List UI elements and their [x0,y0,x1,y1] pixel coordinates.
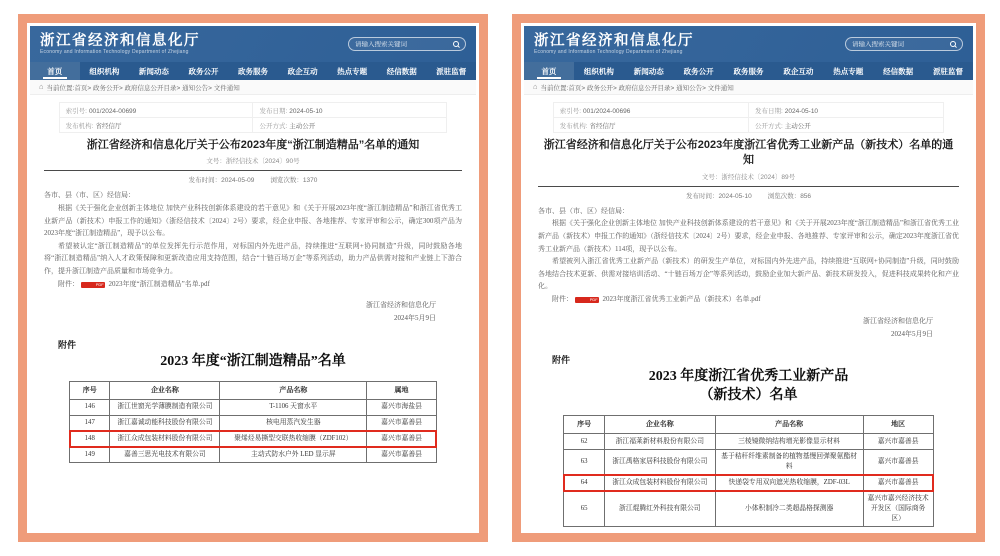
cell-no: 65 [564,491,605,527]
search-input[interactable] [852,41,946,48]
nav-item-supervision[interactable]: 派驻监督 [933,66,964,76]
col-header-no: 序号 [70,381,110,399]
cell-no: 149 [70,447,110,463]
cell-no: 146 [70,399,110,415]
table-row [564,491,933,527]
signature-block [70,299,436,326]
webpage-left [30,26,476,530]
cell-company: 浙江焜腾红外科技有限公司 [604,491,715,527]
site-header [524,26,973,62]
search-box[interactable] [845,37,963,51]
doc-stats [44,171,462,189]
annex-table [563,415,933,527]
annex-title: 2023 年度“浙江制造精品”名单 [160,353,346,369]
cell-company: 浙江福莱新材料股份有限公司 [604,434,715,450]
doc-meta-table [59,102,448,133]
search-icon[interactable] [453,41,459,47]
nav-item-news[interactable]: 新闻动态 [633,66,664,76]
annex-table-wrap [69,381,437,464]
cell-region: 嘉兴市嘉善县 [367,431,437,447]
breadcrumb-text: 当前位置:首页> 政务公开> 政府信息公开目录> 通知公告> 文件通知 [540,84,734,92]
nav-item-data[interactable]: 经信数据 [883,66,914,76]
home-icon: ⌂ [533,82,538,92]
attachment-link[interactable]: 2023年度“浙江制造精品”名单.pdf [108,279,210,288]
cell-product: 主动式防水户外 LED 显示屏 [220,447,367,463]
attachment-line [44,278,462,291]
doc-number: 文号：浙经信技术〔2024〕89号 [701,173,796,181]
doc-title: 浙江省经济和信息化厅关于公布2023年度“浙江制造精品”名单的通知 [86,139,420,151]
attachment-line [538,293,959,306]
table-row [70,447,437,463]
meta-org: 发布机构: 省经信厅 [59,118,253,133]
view-count: 浏览次数：1370 [270,177,318,185]
annex-table [69,381,437,464]
signature-date: 2024年5月9日 [394,314,436,323]
paragraph-2: 希望被认定“浙江制造精品”的单位发挥先行示范作用，对标国内外先进产品，持续推进“互联网+协同制造”升级，同时鼓励各地将“浙江制造精品”纳入人才政策保障和更新改造应用支持范围，结合“十链百场万企”等系列活动，助力产品供需对接和产业链上下游合作，提升浙江制造产品质量和市场竞争力。 [44,241,462,275]
meta-mode: 公开方式: 主动公开 [748,118,943,133]
cell-region: 嘉兴市嘉善县 [863,449,933,475]
table-row-highlighted [564,475,933,491]
cell-product: 基于秸秆纤维素制备的植物基慢回弹聚氨酯材料 [715,449,863,475]
cell-no: 62 [564,434,605,450]
browser-capture-right [512,14,985,542]
browser-capture-left [18,14,488,542]
salutation: 各市、县（市、区）经信局： [538,206,629,215]
col-header-region: 属地 [367,381,437,399]
pdf-icon: PDF [575,297,599,303]
col-header-no: 序号 [564,415,605,433]
main-nav [524,62,973,80]
col-header-product: 产品名称 [715,415,863,433]
cell-product: 核电用蒸汽发生器 [220,415,367,431]
site-subtitle: Economy and Information Technology Department of Zhejiang [534,49,683,56]
nav-item-gov-open[interactable]: 政务公开 [188,66,219,76]
attachment-label: 附件： [552,294,573,303]
nav-item-home[interactable]: 首页 [30,62,80,80]
annex-table-wrap [563,415,933,527]
search-icon[interactable] [950,41,956,47]
search-box[interactable] [348,37,466,51]
search-input[interactable] [355,41,449,48]
doc-title: 浙江省经济和信息化厅关于公布2023年度浙江省优秀工业新产品（新技术）名单的通知 [543,139,954,167]
paragraph-2: 希望被列入浙江省优秀工业新产品（新技术）的研发生产单位，对标国内外先进产品，持续推进“互联网+协同制造”升级，同时鼓励各地结合技术更新、供需对接培训活动、“十链百场万企”等系列活动，鼓励企业加大新产品、新技术研发投入，促进科技成果转化和产业化。 [538,257,959,291]
attachment-link[interactable]: 2023年度浙江省优秀工业新产品（新技术）名单.pdf [602,294,761,303]
site-logo [534,33,694,56]
cell-product: 三棱镜微纳结构增光影像显示材料 [715,434,863,450]
cell-region: 嘉兴市嘉善县 [863,434,933,450]
breadcrumb[interactable] [30,80,476,95]
table-row [70,399,437,415]
cell-product: 聚烯烃易撕型交联热收缩膜（ZDF102） [220,431,367,447]
signature-org: 浙江省经济和信息化厅 [366,301,436,310]
pdf-icon: PDF [81,282,105,288]
site-title: 浙江省经济和信息化厅 [40,32,200,49]
cell-region: 嘉兴市嘉善县 [863,475,933,491]
doc-meta-table [553,102,945,133]
cell-product: 快递袋专用双向遮光热收缩膜，ZDF-03L [715,475,863,491]
nav-item-data[interactable]: 经信数据 [386,66,417,76]
table-header-row [70,381,437,399]
webpage-right [524,26,973,530]
nav-item-org[interactable]: 组织机构 [89,66,120,76]
site-subtitle: Economy and Information Technology Department of Zhejiang [40,49,189,56]
col-header-product: 产品名称 [220,381,367,399]
table-row [564,449,933,475]
cell-company: 浙江众成包装材料股份有限公司 [110,431,220,447]
home-icon: ⌂ [39,82,44,92]
nav-item-topics[interactable]: 热点专题 [337,66,368,76]
col-header-company: 企业名称 [110,381,220,399]
signature-org: 浙江省经济和信息化厅 [863,316,933,325]
annex-title: 2023 年度浙江省优秀工业新产品 （新技术）名单 [648,369,849,404]
paragraph-1: 根据《关于强化企业创新主体地位 加快产业科技创新体系建设的若干意见》和《关于开展2023年度“浙江制造精品”和浙江省优秀工业新产品（新技术）申报工作的通知》（浙经信技术〔2024〕2号）要求，经企业申报、各地推荐、专家评审和公示，确定300项产品为2023年度“浙江制造精品”，现予以公布。 [44,203,462,238]
nav-item-org[interactable]: 组织机构 [583,66,614,76]
salutation: 各市、县（市、区）经信局： [44,191,135,200]
table-row [70,415,437,431]
meta-mode: 公开方式: 主动公开 [253,118,447,133]
meta-index: 索引号: 001/2024-00696 [553,103,748,118]
publish-time: 发布时间：2024-05-10 [685,192,752,200]
site-logo [40,33,200,56]
doc-body [538,205,959,306]
doc-stats [538,187,959,205]
signature-date: 2024年5月9日 [891,329,933,338]
nav-item-interaction[interactable]: 政企互动 [783,66,814,76]
nav-item-gov-open[interactable]: 政务公开 [683,66,714,76]
nav-item-home[interactable]: 首页 [524,62,574,80]
article-content [30,95,476,530]
doc-body [44,189,462,290]
meta-date: 发布日期: 2024-05-10 [748,103,943,118]
col-header-region: 地区 [863,415,933,433]
doc-number: 文号：浙经信技术〔2024〕90号 [206,158,300,166]
cell-company: 浙江世窗光学薄膜制造有限公司 [110,399,220,415]
cell-no: 64 [564,475,605,491]
cell-company: 嘉善三思光电技术有限公司 [110,447,220,463]
cell-no: 63 [564,449,605,475]
cell-region: 嘉兴市海盐县 [367,399,437,415]
col-header-company: 企业名称 [604,415,715,433]
nav-item-news[interactable]: 新闻动态 [138,66,169,76]
nav-item-gov-service[interactable]: 政务服务 [733,66,764,76]
table-row-highlighted [70,431,437,447]
cell-region: 嘉兴市嘉善县 [367,447,437,463]
signature-block [564,315,933,342]
meta-date: 发布日期: 2024-05-10 [253,103,447,118]
table-row [564,434,933,450]
annex-label: 附件 [552,355,571,366]
attachment-label: 附件： [58,279,79,288]
site-title: 浙江省经济和信息化厅 [534,32,694,49]
annex-label: 附件 [58,339,77,350]
nav-item-interaction[interactable]: 政企互动 [287,66,318,76]
article-content [524,95,973,530]
nav-item-gov-service[interactable]: 政务服务 [238,66,269,76]
site-header [30,26,476,62]
cell-company: 浙江禹格家居科技股份有限公司 [604,449,715,475]
cell-company: 浙江嘉诚动能科技股份有限公司 [110,415,220,431]
nav-item-topics[interactable]: 热点专题 [833,66,864,76]
cell-region: 嘉兴市嘉善县 [367,415,437,431]
breadcrumb-text: 当前位置:首页> 政务公开> 政府信息公开目录> 通知公告> 文件通知 [46,84,240,92]
table-header-row [564,415,933,433]
cell-product: 小体积制冷二类超晶格探测器 [715,491,863,527]
paragraph-1: 根据《关于强化企业创新主体地位 加快产业科技创新体系建设的若干意见》和《关于开展2023年度“浙江制造精品”和浙江省优秀工业新产品（新技术）申报工作的通知》（浙经信技术〔2024〕2号）要求，经企业申报、各地推荐、专家评审和公示，确定2023年度浙江省优秀工业新产品（新技术）114项，现予以公布。 [538,219,959,253]
cell-no: 148 [70,431,110,447]
cell-region: 嘉兴市嘉兴经济技术开发区（国际商务区） [863,491,933,527]
view-count: 浏览次数：856 [767,192,812,200]
cell-company: 浙江众成包装材料股份有限公司 [604,475,715,491]
meta-index: 索引号: 001/2024-00699 [59,103,253,118]
cell-no: 147 [70,415,110,431]
nav-item-supervision[interactable]: 派驻监督 [436,66,467,76]
meta-org: 发布机构: 省经信厅 [553,118,748,133]
cell-product: T-1106 天窗水平 [220,399,367,415]
main-nav [30,62,476,80]
breadcrumb[interactable] [524,80,973,95]
publish-time: 发布时间：2024-05-09 [188,177,255,185]
